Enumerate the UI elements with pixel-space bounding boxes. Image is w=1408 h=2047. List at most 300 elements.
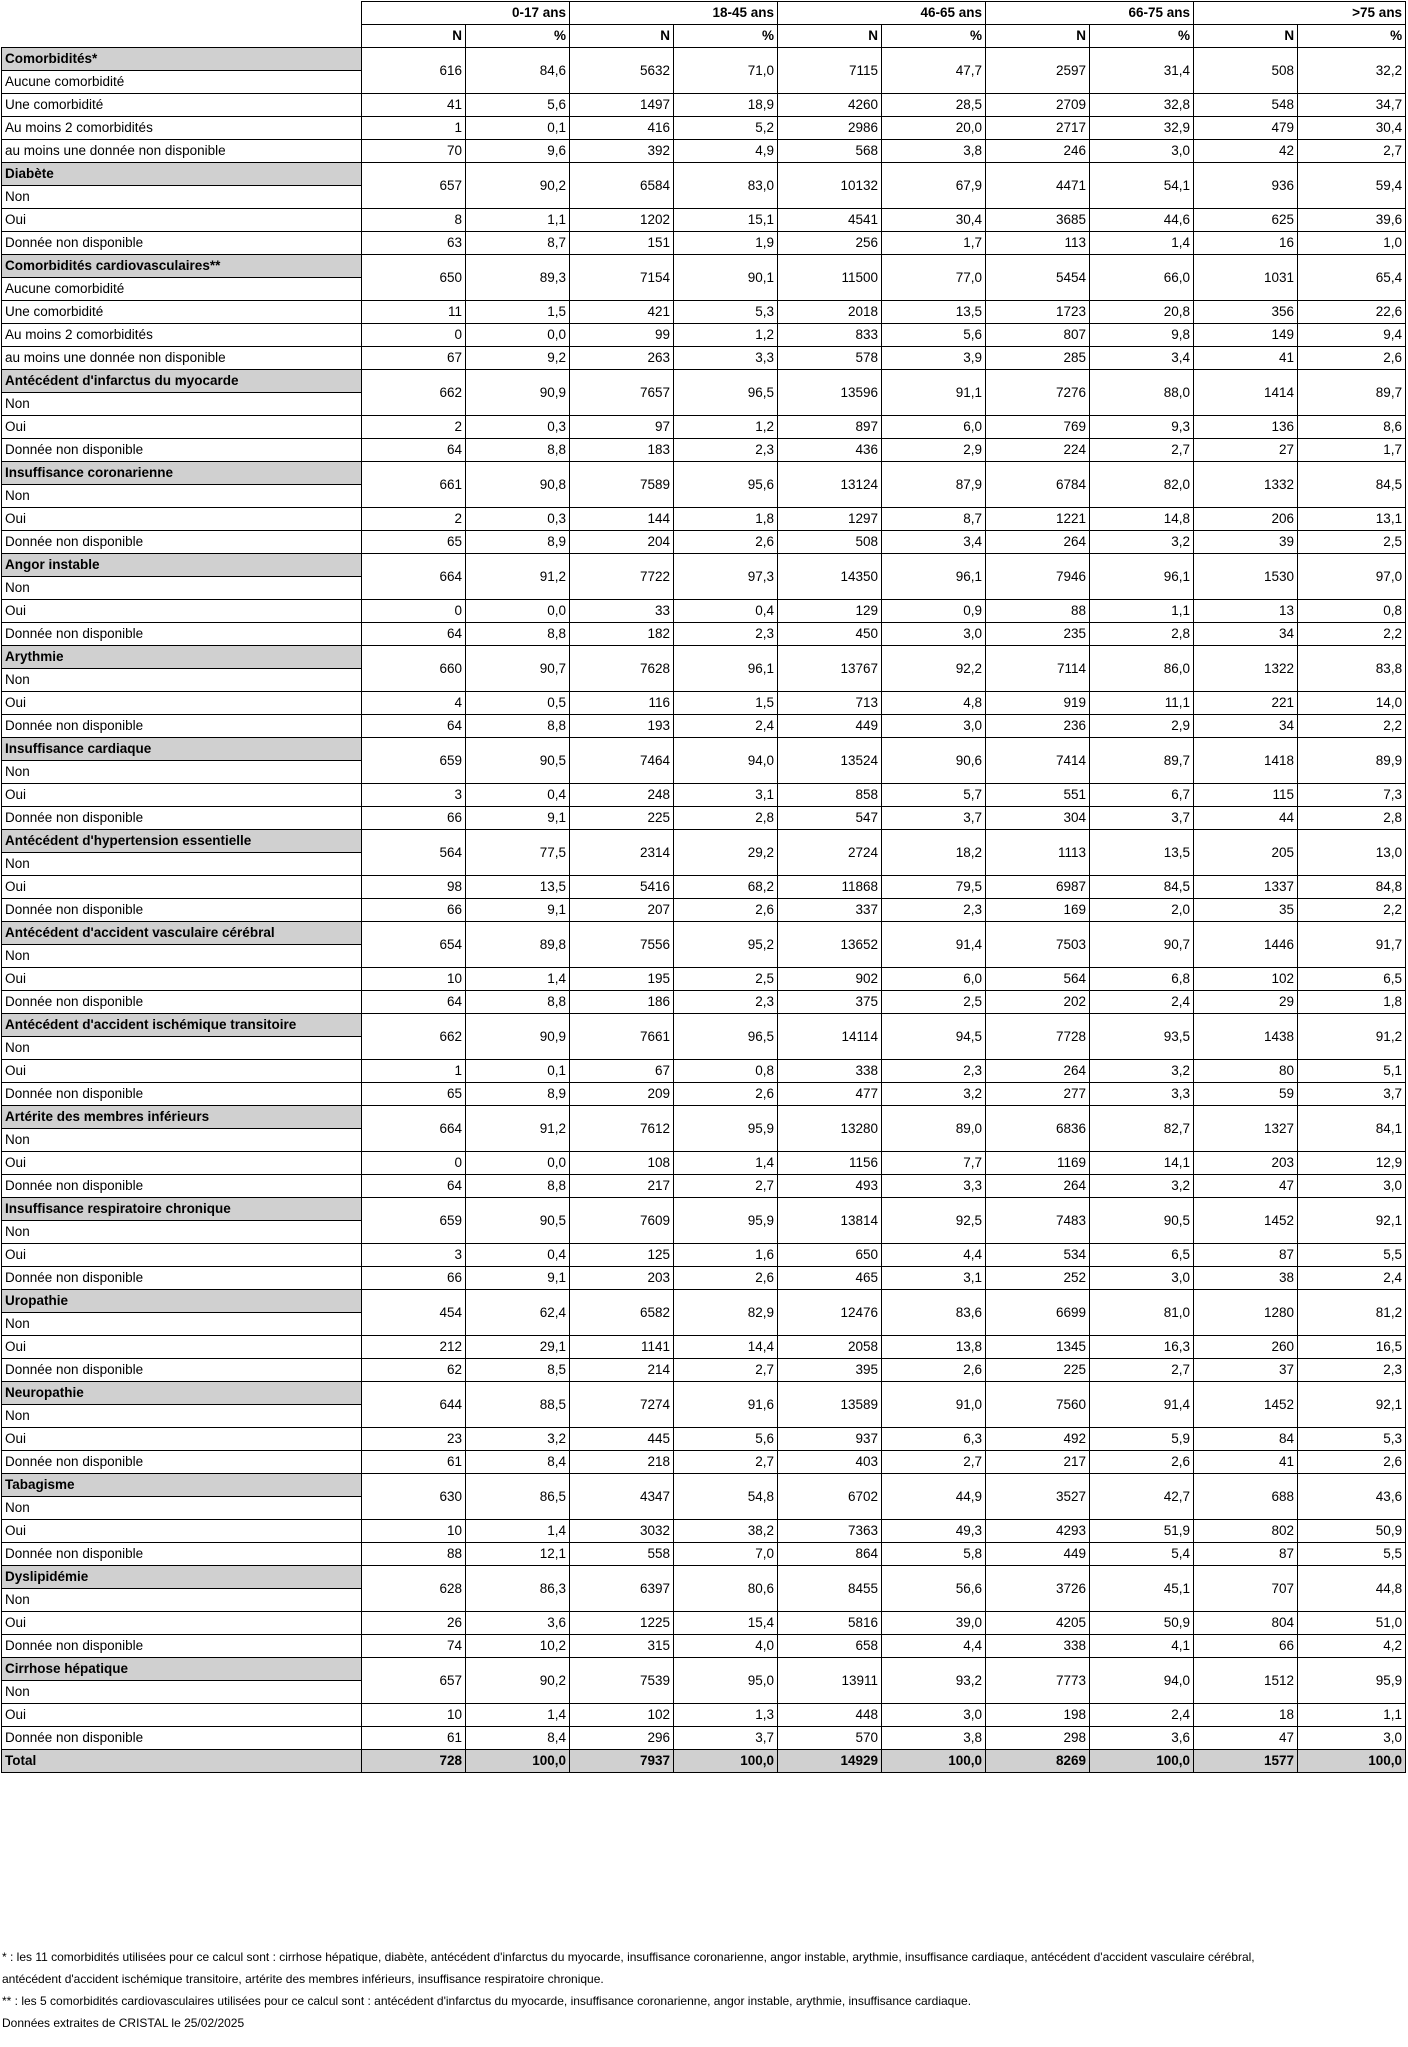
table-cell: 198: [986, 1704, 1090, 1727]
table-cell: 8,8: [466, 439, 570, 462]
table-cell: 1322: [1194, 646, 1298, 692]
row-label: Donnée non disponible: [2, 899, 362, 922]
table-cell: 47: [1194, 1727, 1298, 1750]
table-row: [2, 1451, 1406, 1474]
table-cell: 9,2: [466, 347, 570, 370]
table-cell: 7612: [570, 1106, 674, 1152]
table-cell: 77,0: [882, 255, 986, 301]
table-row: [2, 232, 1406, 255]
table-cell: 1,4: [466, 1520, 570, 1543]
table-cell: 20,0: [882, 117, 986, 140]
table-cell: 6397: [570, 1566, 674, 1612]
table-cell: 662: [362, 1014, 466, 1060]
table-row: [2, 623, 1406, 646]
row-label: au moins une donnée non disponible: [2, 140, 362, 163]
table-row: [2, 600, 1406, 623]
row-label: Oui: [2, 784, 362, 807]
table-cell: 657: [362, 163, 466, 209]
table-cell: 95,9: [674, 1198, 778, 1244]
table-cell: 3,0: [882, 1704, 986, 1727]
table-cell: 15,4: [674, 1612, 778, 1635]
table-cell: 5,6: [674, 1428, 778, 1451]
table-cell: 6,5: [1298, 968, 1406, 991]
table-cell: 84,5: [1298, 462, 1406, 508]
table-cell: 5,5: [1298, 1543, 1406, 1566]
table-cell: 93,2: [882, 1658, 986, 1704]
table-cell: 5,1: [1298, 1060, 1406, 1083]
table-cell: 97,3: [674, 554, 778, 600]
age-group-header: 66-75 ans: [986, 2, 1194, 25]
table-cell: 3,7: [674, 1727, 778, 1750]
row-label: Oui: [2, 1060, 362, 1083]
table-cell: 195: [570, 968, 674, 991]
table-cell: 2,2: [1298, 899, 1406, 922]
table-cell: 32,9: [1090, 117, 1194, 140]
table-cell: 564: [362, 830, 466, 876]
row-label: Donnée non disponible: [2, 1083, 362, 1106]
table-cell: 1,4: [466, 968, 570, 991]
table-cell: 661: [362, 462, 466, 508]
table-cell: 144: [570, 508, 674, 531]
table-cell: 2,6: [882, 1359, 986, 1382]
table-cell: 285: [986, 347, 1090, 370]
table-cell: 13,5: [882, 301, 986, 324]
section-header-row: [2, 738, 1406, 761]
table-cell: 13,8: [882, 1336, 986, 1359]
table-cell: 113: [986, 232, 1090, 255]
table-cell: 937: [778, 1428, 882, 1451]
table-cell: 3: [362, 784, 466, 807]
table-row: [2, 1336, 1406, 1359]
column-header-n: N: [986, 25, 1090, 48]
table-cell: 395: [778, 1359, 882, 1382]
table-cell: 91,2: [466, 554, 570, 600]
table-row: [2, 117, 1406, 140]
age-group-header: 0-17 ans: [362, 2, 570, 25]
table-cell: 534: [986, 1244, 1090, 1267]
row-label: au moins une donnée non disponible: [2, 347, 362, 370]
table-cell: 221: [1194, 692, 1298, 715]
table-cell: 16,5: [1298, 1336, 1406, 1359]
table-row: [2, 968, 1406, 991]
table-cell: 1,6: [674, 1244, 778, 1267]
row-label: Donnée non disponible: [2, 1635, 362, 1658]
table-cell: 203: [1194, 1152, 1298, 1175]
table-cell: 41: [1194, 1451, 1298, 1474]
table-cell: 16,3: [1090, 1336, 1194, 1359]
table-cell: 0,4: [674, 600, 778, 623]
table-cell: 2,7: [882, 1451, 986, 1474]
table-cell: 644: [362, 1382, 466, 1428]
table-cell: 1414: [1194, 370, 1298, 416]
table-cell: 2,6: [1298, 1451, 1406, 1474]
table-cell: 95,9: [674, 1106, 778, 1152]
table-cell: 94,0: [674, 738, 778, 784]
table-cell: 84,6: [466, 48, 570, 94]
table-cell: 32,2: [1298, 48, 1406, 94]
table-cell: 568: [778, 140, 882, 163]
table-cell: 5454: [986, 255, 1090, 301]
section-title: Angor instable: [2, 554, 362, 577]
table-cell: 4471: [986, 163, 1090, 209]
table-cell: 264: [986, 531, 1090, 554]
table-cell: 802: [1194, 1520, 1298, 1543]
table-cell: 42,7: [1090, 1474, 1194, 1520]
table-cell: 86,5: [466, 1474, 570, 1520]
table-cell: 3,1: [882, 1267, 986, 1290]
table-cell: 29,1: [466, 1336, 570, 1359]
table-cell: 38,2: [674, 1520, 778, 1543]
table-cell: 2,5: [882, 991, 986, 1014]
table-cell: 12476: [778, 1290, 882, 1336]
table-row: [2, 301, 1406, 324]
column-header-n: N: [778, 25, 882, 48]
table-cell: 2,6: [674, 1267, 778, 1290]
row-label: Donnée non disponible: [2, 807, 362, 830]
table-cell: 92,2: [882, 646, 986, 692]
row-label: Oui: [2, 600, 362, 623]
table-cell: 1280: [1194, 1290, 1298, 1336]
table-cell: 2: [362, 508, 466, 531]
total-cell: 100,0: [1090, 1750, 1194, 1773]
table-cell: 8: [362, 209, 466, 232]
row-label: Donnée non disponible: [2, 531, 362, 554]
section-title: Insuffisance respiratoire chronique: [2, 1198, 362, 1221]
table-cell: 51,9: [1090, 1520, 1194, 1543]
table-cell: 7414: [986, 738, 1090, 784]
section-header-row: [2, 48, 1406, 71]
table-cell: 5,5: [1298, 1244, 1406, 1267]
table-cell: 70: [362, 140, 466, 163]
table-cell: 91,2: [466, 1106, 570, 1152]
table-cell: 8,7: [466, 232, 570, 255]
table-cell: 688: [1194, 1474, 1298, 1520]
table-cell: 4260: [778, 94, 882, 117]
table-cell: 90,8: [466, 462, 570, 508]
table-row: [2, 1727, 1406, 1750]
row-label: Donnée non disponible: [2, 1175, 362, 1198]
table-cell: 3,2: [1090, 531, 1194, 554]
table-cell: 44: [1194, 807, 1298, 830]
table-cell: 3,2: [466, 1428, 570, 1451]
row-label: Donnée non disponible: [2, 1267, 362, 1290]
table-cell: 0,5: [466, 692, 570, 715]
table-cell: 11500: [778, 255, 882, 301]
table-cell: 225: [986, 1359, 1090, 1382]
table-cell: 96,5: [674, 370, 778, 416]
table-cell: 0,3: [466, 416, 570, 439]
table-cell: 3,2: [1090, 1060, 1194, 1083]
row-label: Au moins 2 comorbidités: [2, 324, 362, 347]
table-cell: 86,3: [466, 1566, 570, 1612]
table-cell: 83,6: [882, 1290, 986, 1336]
table-cell: 47: [1194, 1175, 1298, 1198]
table-cell: 1,5: [674, 692, 778, 715]
table-cell: 11868: [778, 876, 882, 899]
table-cell: 65: [362, 531, 466, 554]
table-row: [2, 1635, 1406, 1658]
table-cell: 3,0: [1298, 1175, 1406, 1198]
table-cell: 2724: [778, 830, 882, 876]
table-cell: 30,4: [882, 209, 986, 232]
table-cell: 84,8: [1298, 876, 1406, 899]
table-cell: 7628: [570, 646, 674, 692]
table-cell: 6702: [778, 1474, 882, 1520]
table-cell: 548: [1194, 94, 1298, 117]
table-cell: 1: [362, 117, 466, 140]
table-cell: 10: [362, 1704, 466, 1727]
table-cell: 248: [570, 784, 674, 807]
table-row: [2, 1083, 1406, 1106]
table-cell: 41: [362, 94, 466, 117]
table-row: [2, 531, 1406, 554]
table-cell: 2,7: [1090, 439, 1194, 462]
table-row: [2, 508, 1406, 531]
row-label: Une comorbidité: [2, 94, 362, 117]
header-row-columns: [2, 25, 1406, 48]
table-row: [2, 209, 1406, 232]
row-label: Aucune comorbidité: [2, 278, 362, 301]
row-label: Oui: [2, 692, 362, 715]
section-title: Tabagisme: [2, 1474, 362, 1497]
table-row: [2, 1520, 1406, 1543]
table-row: [2, 1060, 1406, 1083]
table-cell: 662: [362, 370, 466, 416]
table-cell: 18: [1194, 1704, 1298, 1727]
table-cell: 547: [778, 807, 882, 830]
table-cell: 1,9: [674, 232, 778, 255]
row-label: Oui: [2, 508, 362, 531]
table-cell: 2,4: [1090, 991, 1194, 1014]
table-cell: 4,9: [674, 140, 778, 163]
table-cell: 1,3: [674, 1704, 778, 1727]
table-cell: 90,6: [882, 738, 986, 784]
table-cell: 6584: [570, 163, 674, 209]
table-cell: 1,5: [466, 301, 570, 324]
table-cell: 13911: [778, 1658, 882, 1704]
table-cell: 66,0: [1090, 255, 1194, 301]
table-cell: 450: [778, 623, 882, 646]
table-cell: 2,0: [1090, 899, 1194, 922]
table-cell: 71,0: [674, 48, 778, 94]
table-cell: 0: [362, 324, 466, 347]
table-cell: 218: [570, 1451, 674, 1474]
table-cell: 10132: [778, 163, 882, 209]
row-label: Non: [2, 485, 362, 508]
table-cell: 7946: [986, 554, 1090, 600]
table-cell: 90,5: [466, 1198, 570, 1244]
table-cell: 1452: [1194, 1382, 1298, 1428]
footnote-1-continued: antécédent d'accident ischémique transitoire, artérite des membres inférieurs, insuffisance respiratoire chronique.: [2, 1972, 604, 1986]
table-cell: 9,1: [466, 899, 570, 922]
section-title: Dyslipidémie: [2, 1566, 362, 1589]
table-cell: 2,3: [674, 991, 778, 1014]
table-cell: 6,3: [882, 1428, 986, 1451]
table-cell: 82,7: [1090, 1106, 1194, 1152]
table-cell: 1327: [1194, 1106, 1298, 1152]
table-row: [2, 347, 1406, 370]
table-cell: 235: [986, 623, 1090, 646]
table-cell: 2,7: [674, 1451, 778, 1474]
table-cell: 2,6: [674, 1083, 778, 1106]
table-cell: 151: [570, 232, 674, 255]
table-cell: 7363: [778, 1520, 882, 1543]
table-cell: 8,7: [882, 508, 986, 531]
table-cell: 47,7: [882, 48, 986, 94]
table-cell: 169: [986, 899, 1090, 922]
table-cell: 625: [1194, 209, 1298, 232]
total-cell: 100,0: [466, 1750, 570, 1773]
row-label: Oui: [2, 416, 362, 439]
table-cell: 2,9: [1090, 715, 1194, 738]
table-cell: 3,7: [882, 807, 986, 830]
table-cell: 0,4: [466, 784, 570, 807]
table-cell: 6,0: [882, 416, 986, 439]
table-cell: 864: [778, 1543, 882, 1566]
table-cell: 8,8: [466, 991, 570, 1014]
row-label: Oui: [2, 1152, 362, 1175]
section-header-row: [2, 1658, 1406, 1681]
table-cell: 212: [362, 1336, 466, 1359]
table-cell: 97: [570, 416, 674, 439]
table-cell: 769: [986, 416, 1090, 439]
table-row: [2, 899, 1406, 922]
table-cell: 337: [778, 899, 882, 922]
section-title: Cirrhose hépatique: [2, 1658, 362, 1681]
section-title: Antécédent d'accident vasculaire cérébral: [2, 922, 362, 945]
table-cell: 246: [986, 140, 1090, 163]
table-cell: 81,2: [1298, 1290, 1406, 1336]
table-cell: 88: [362, 1543, 466, 1566]
table-cell: 2597: [986, 48, 1090, 94]
row-label: Non: [2, 393, 362, 416]
table-cell: 0,4: [466, 1244, 570, 1267]
table-cell: 34: [1194, 715, 1298, 738]
table-cell: 5816: [778, 1612, 882, 1635]
table-row: [2, 1428, 1406, 1451]
table-row: [2, 715, 1406, 738]
table-cell: 61: [362, 1727, 466, 1750]
table-cell: 8,8: [466, 715, 570, 738]
comorbidity-table: [1, 1, 1406, 1773]
section-title: Arythmie: [2, 646, 362, 669]
table-cell: 33: [570, 600, 674, 623]
table-cell: 479: [1194, 117, 1298, 140]
table-cell: 5,2: [674, 117, 778, 140]
table-cell: 13,5: [466, 876, 570, 899]
table-cell: 6987: [986, 876, 1090, 899]
table-cell: 1,4: [466, 1704, 570, 1727]
section-header-row: [2, 1290, 1406, 1313]
table-cell: 5,9: [1090, 1428, 1194, 1451]
table-cell: 4,2: [1298, 1635, 1406, 1658]
row-label: Oui: [2, 1520, 362, 1543]
table-body: [2, 2, 1406, 1773]
row-label: Donnée non disponible: [2, 439, 362, 462]
table-cell: 13652: [778, 922, 882, 968]
total-cell: 7937: [570, 1750, 674, 1773]
row-label: Non: [2, 1497, 362, 1520]
row-label: Donnée non disponible: [2, 232, 362, 255]
table-cell: 67: [362, 347, 466, 370]
row-label: Non: [2, 186, 362, 209]
table-row: [2, 876, 1406, 899]
table-cell: 129: [778, 600, 882, 623]
table-cell: 91,7: [1298, 922, 1406, 968]
table-cell: 10,2: [466, 1635, 570, 1658]
table-cell: 298: [986, 1727, 1090, 1750]
total-cell: 728: [362, 1750, 466, 1773]
table-cell: 936: [1194, 163, 1298, 209]
table-cell: 10: [362, 968, 466, 991]
table-cell: 64: [362, 439, 466, 462]
table-cell: 338: [986, 1635, 1090, 1658]
row-label: Non: [2, 669, 362, 692]
table-cell: 62: [362, 1359, 466, 1382]
table-cell: 454: [362, 1290, 466, 1336]
table-cell: 30,4: [1298, 117, 1406, 140]
table-cell: 3,3: [882, 1175, 986, 1198]
table-cell: 59: [1194, 1083, 1298, 1106]
table-cell: 664: [362, 1106, 466, 1152]
table-cell: 183: [570, 439, 674, 462]
table-cell: 15,1: [674, 209, 778, 232]
table-cell: 7560: [986, 1382, 1090, 1428]
table-cell: 84,1: [1298, 1106, 1406, 1152]
table-cell: 1,4: [674, 1152, 778, 1175]
table-cell: 304: [986, 807, 1090, 830]
table-cell: 3,8: [882, 1727, 986, 1750]
table-cell: 6582: [570, 1290, 674, 1336]
row-label: Oui: [2, 1244, 362, 1267]
table-cell: 9,1: [466, 807, 570, 830]
table-cell: 39: [1194, 531, 1298, 554]
table-cell: 2,9: [882, 439, 986, 462]
age-group-header: 18-45 ans: [570, 2, 778, 25]
table-cell: 7115: [778, 48, 882, 94]
table-cell: 14114: [778, 1014, 882, 1060]
table-cell: 508: [778, 531, 882, 554]
table-cell: 16: [1194, 232, 1298, 255]
table-cell: 2,6: [674, 531, 778, 554]
table-cell: 90,9: [466, 370, 570, 416]
section-title: Antécédent d'hypertension essentielle: [2, 830, 362, 853]
table-cell: 182: [570, 623, 674, 646]
table-cell: 3,3: [674, 347, 778, 370]
table-cell: 1497: [570, 94, 674, 117]
table-cell: 89,3: [466, 255, 570, 301]
table-cell: 660: [362, 646, 466, 692]
table-row: [2, 1175, 1406, 1198]
table-cell: 3032: [570, 1520, 674, 1543]
section-header-row: [2, 1014, 1406, 1037]
row-label: Oui: [2, 968, 362, 991]
table-cell: 3,4: [882, 531, 986, 554]
row-label: Donnée non disponible: [2, 623, 362, 646]
table-cell: 66: [362, 1267, 466, 1290]
table-cell: 149: [1194, 324, 1298, 347]
column-header-percent: %: [466, 25, 570, 48]
table-cell: 0: [362, 1152, 466, 1175]
table-cell: 0,8: [674, 1060, 778, 1083]
table-cell: 205: [1194, 830, 1298, 876]
table-cell: 95,6: [674, 462, 778, 508]
table-cell: 92,5: [882, 1198, 986, 1244]
table-cell: 203: [570, 1267, 674, 1290]
table-cell: 39,6: [1298, 209, 1406, 232]
table-cell: 3,7: [1298, 1083, 1406, 1106]
table-cell: 54,1: [1090, 163, 1194, 209]
